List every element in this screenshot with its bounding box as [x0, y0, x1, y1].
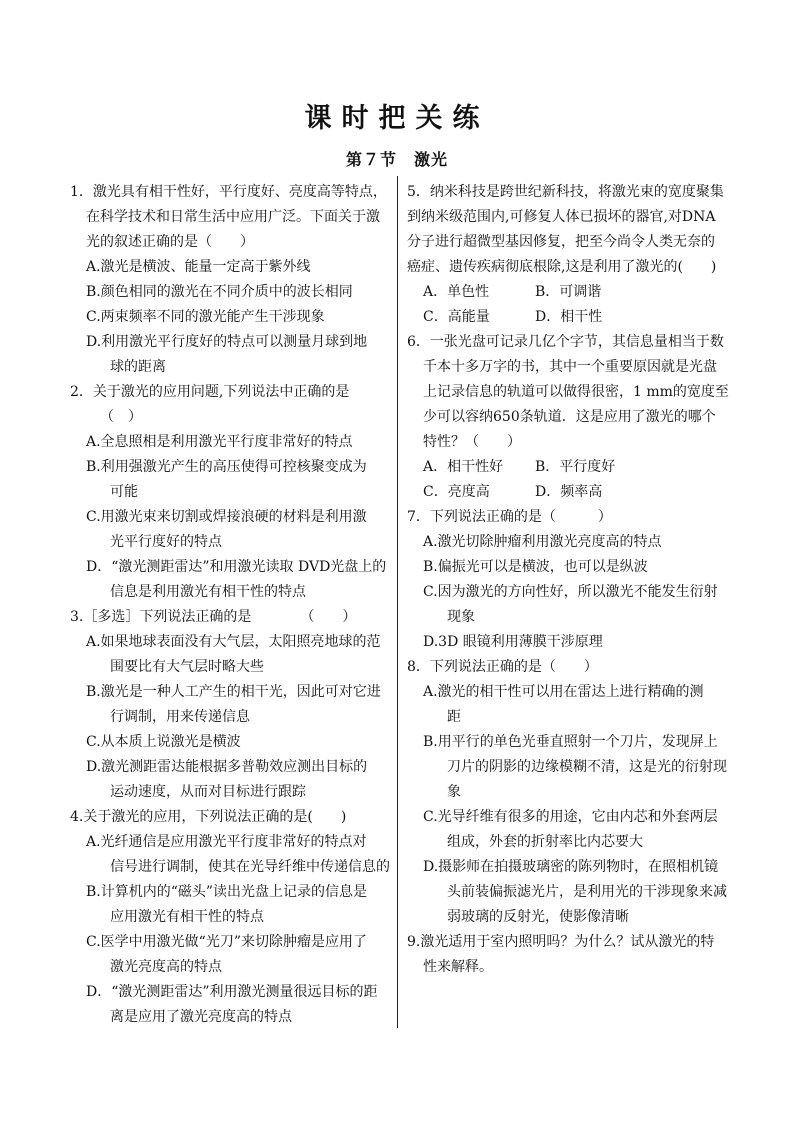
question-stem: 分子进行超微型基因修复，把至今尚令人类无奈的: [407, 234, 715, 250]
option-d: D．相干性: [535, 309, 603, 325]
question-stem: 9.激光适用于室内照明吗？为什么？试从激光的特: [407, 934, 715, 950]
option-c: C.从本质上说激光是横波: [86, 734, 241, 750]
option-d-cont: 头前装偏振滤光片，是利用光的干涉现象来减: [447, 884, 727, 900]
option-d-cont: 运动速度，从而对目标进行跟踪: [110, 784, 306, 800]
question-stem: 上记录信息的轨道可以做得很密，1 mm的宽度至: [423, 384, 729, 400]
option-a: A．单色性: [423, 284, 490, 300]
option-b-cont: 行调制，用来传递信息: [110, 709, 250, 725]
option-b: B.用平行的单色光垂直照射一个刀片，发现屏上: [423, 734, 718, 750]
question-stem: 1．激光具有相干性好，平行度好、亮度高等特点，: [70, 184, 387, 200]
question-stem: 到纳米级范围内,可修复人体已损坏的器官,对DNA: [407, 209, 716, 225]
question-stem: 千本十多万字的书，其中一个重要原因就是光盘: [423, 359, 717, 375]
question-stem: 特性？（ ）: [423, 434, 521, 450]
option-c-cont: 光平行度好的特点: [110, 534, 222, 550]
question-stem: 3.［多选］下列说法正确的是 （ ）: [70, 609, 357, 625]
option-c: C.因为激光的方向性好，所以激光不能发生衍射: [423, 584, 718, 600]
column-divider: [397, 176, 398, 1028]
option-d-cont: 离是应用了激光亮度高的特点: [110, 1009, 292, 1025]
question-9: [407, 930, 721, 980]
option-a: A．相干性好: [423, 459, 504, 475]
option-d: D.激光测距雷达能根据多普勒效应测出目标的: [86, 759, 368, 775]
option-d: D.3D 眼镜利用薄膜干涉原理: [423, 634, 603, 650]
right-column: [407, 180, 729, 980]
option-d: D．频率高: [535, 484, 603, 500]
option-b: B．平行度好: [535, 459, 616, 475]
option-d: D．“激光测距雷达”和用激光读取 DVD光盘上的: [86, 559, 387, 575]
option-b-cont: 象: [447, 784, 461, 800]
question-8: [407, 655, 727, 930]
question-stem: （ ）: [100, 409, 142, 425]
question-4: [70, 805, 392, 1030]
option-c-cont: 现象: [447, 609, 475, 625]
option-a: A.激光切除肿瘤利用激光亮度高的特点: [423, 534, 662, 550]
option-b-cont: 可能: [110, 484, 138, 500]
option-c: C.医学中用激光做“光刀”来切除肿瘤是应用了: [86, 934, 367, 950]
option-a-cont: 信号进行调制，使其在光导纤维中传递信息的: [110, 859, 390, 875]
option-b-cont: 应用激光有相干性的特点: [110, 909, 264, 925]
option-a: A.激光的相干性可以用在雷达上进行精确的测: [423, 684, 704, 700]
options-row: [407, 280, 721, 305]
question-stem: 2．关于激光的应用问题,下列说法中正确的是: [70, 384, 350, 400]
question-stem: 5．纳米科技是跨世纪新科技，将激光束的宽度聚集: [407, 184, 724, 200]
question-2: [70, 380, 392, 605]
option-a: A.全息照相是利用激光平行度非常好的特点: [86, 434, 353, 450]
option-c: C.用激光束来切割或焊接浪硬的材料是利用激: [86, 509, 367, 525]
question-3: [70, 605, 392, 805]
question-stem: 6．一张光盘可记录几亿个字节，其信息量相当于数: [407, 334, 724, 350]
question-stem: 癌症、遗传疾病彻底根除,这是利用了激光的( ): [407, 259, 717, 275]
option-b: B.计算机内的“磁头”读出光盘上记录的信息是: [86, 884, 368, 900]
options-row: [407, 455, 721, 480]
question-6: [407, 330, 729, 505]
option-d: D.利用激光平行度好的特点可以测量月球到地: [86, 334, 368, 350]
option-d-cont: 弱玻璃的反射光，使影像清晰: [447, 909, 629, 925]
option-d-cont: 信息是利用激光有相干性的特点: [110, 584, 306, 600]
question-stem: 少可以容纳650条轨道．这是应用了激光的哪个: [423, 409, 716, 425]
option-d: D.摄影师在拍摄玻璃密的陈列物时，在照相机镜: [423, 859, 719, 875]
option-c-cont: 激光亮度高的特点: [110, 959, 222, 975]
page-title: 课时把关练: [304, 103, 490, 134]
option-b: B.激光是一种人工产生的相干光，因此可对它进: [86, 684, 381, 700]
option-a: A.如果地球表面没有大气层，太阳照亮地球的范: [86, 634, 381, 650]
option-a: A.激光是横波、能量一定高于紫外线: [86, 259, 311, 275]
option-d: D．“激光测距雷达”利用激光测量很远目标的距: [86, 984, 378, 1000]
option-b-cont: 刀片的阴影的边缘模糊不清，这是光的衍射现: [447, 759, 727, 775]
question-stem: 8．下列说法正确的是（ ）: [407, 659, 598, 675]
option-b: B.偏振光可以是横波，也可以是纵波: [423, 559, 648, 575]
option-d-cont: 球的距离: [110, 359, 166, 375]
section-title: 第７节 激光: [345, 150, 448, 169]
option-a-cont: 围要比有大气层时略大些: [110, 659, 264, 675]
question-stem: 光的叙述正确的是（ ）: [86, 234, 254, 250]
options-row: [407, 305, 721, 330]
option-b: B.利用强激光产生的高压使得可控核聚变成为: [86, 459, 367, 475]
option-c: C．高能量: [423, 309, 490, 325]
option-c: C.两束频率不同的激光能产生干涉现象: [86, 309, 325, 325]
question-stem: 4.关于激光的应用，下列说法正确的是( ): [70, 809, 347, 825]
left-column: [70, 180, 392, 1030]
question-1: [70, 180, 392, 380]
options-row: [407, 480, 721, 505]
option-c: C．亮度高: [423, 484, 490, 500]
option-b: B．可调谐: [535, 284, 602, 300]
question-stem: 在科学技术和日常生活中应用广泛。下面关于激: [86, 209, 380, 225]
option-b: B.颜色相同的激光在不同介质中的波长相同: [86, 284, 353, 300]
option-c-cont: 组成，外套的折射率比内芯要大: [447, 834, 643, 850]
option-a-cont: 距: [447, 709, 461, 725]
question-5: [407, 180, 724, 330]
question-stem: 性来解释。: [423, 959, 493, 975]
question-7: [407, 505, 721, 655]
option-a: A.光纤通信是应用激光平行度非常好的特点对: [86, 834, 367, 850]
question-stem: 7．下列说法正确的是（ ）: [407, 509, 612, 525]
option-c: C.光导纤维有很多的用途，它由内芯和外套两层: [423, 809, 718, 825]
